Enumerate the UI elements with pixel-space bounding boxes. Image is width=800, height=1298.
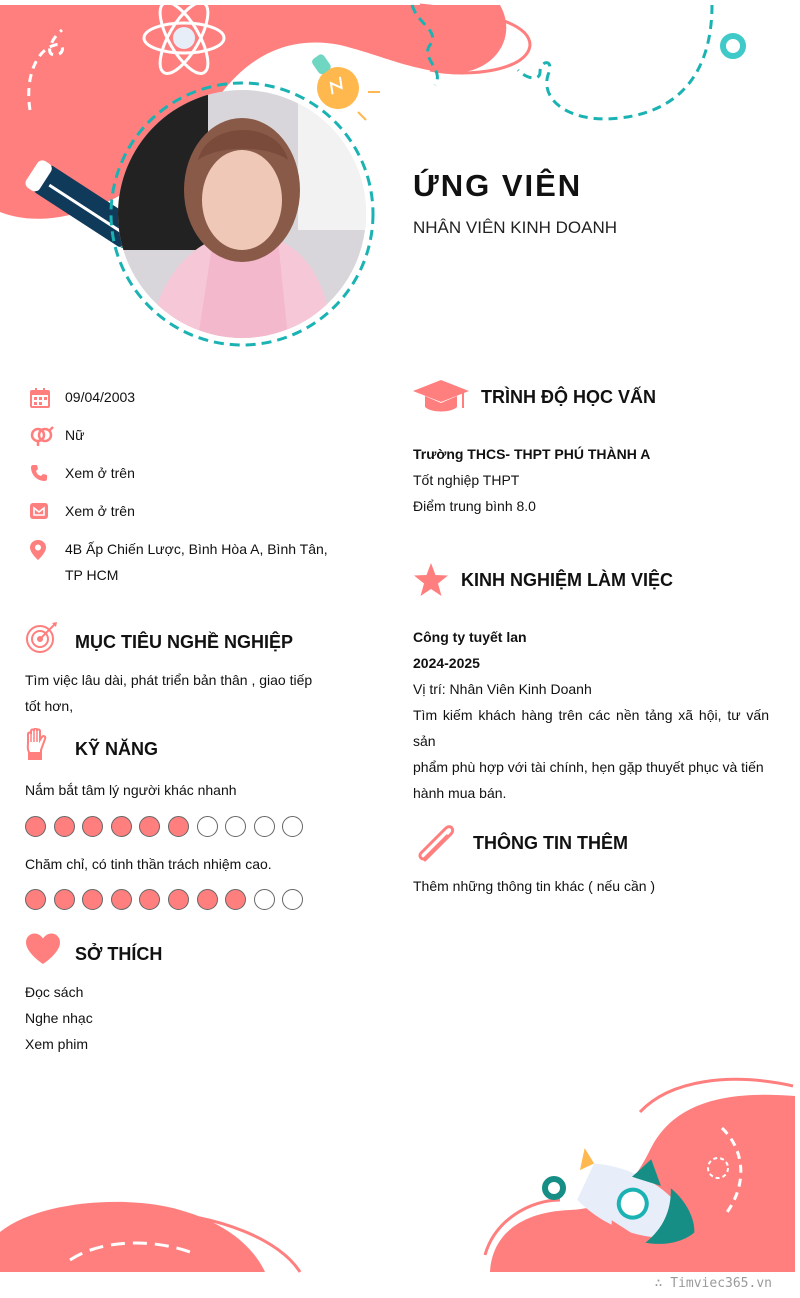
experience-details — [413, 624, 769, 806]
work-desc-2: phẩm phù hợp với tài chính, hẹn gặp thuyết phục và tiến — [413, 759, 764, 775]
experience-title: KINH NGHIỆM LÀM VIỆC — [461, 570, 674, 590]
phone-text: Xem ở trên — [65, 465, 135, 481]
target-icon — [25, 621, 59, 660]
objective-line-1: Tìm việc lâu dài, phát triển bản thân , giao tiếp — [25, 672, 313, 688]
skill-dot-filled — [139, 816, 160, 837]
calendar-icon — [30, 384, 65, 410]
company-name: Công ty tuyết lan — [413, 629, 527, 645]
profile-photo — [118, 90, 366, 338]
degree-text: Tốt nghiệp THPT — [413, 472, 520, 488]
paperclip-icon — [415, 822, 459, 869]
birthday-text: 09/04/2003 — [65, 389, 136, 405]
skill-dot-filled — [225, 889, 246, 910]
skill-dot-filled — [54, 889, 75, 910]
education-title: TRÌNH ĐỘ HỌC VẤN — [481, 387, 656, 407]
planet-ring — [545, 1179, 563, 1197]
skill-dot-filled — [197, 889, 218, 910]
hobby-item: Đọc sách — [25, 984, 84, 1000]
candidate-name: ỨNG VIÊN — [413, 168, 583, 203]
skill-dot-filled — [168, 889, 189, 910]
skill-dot-empty — [254, 889, 275, 910]
skill-dot-filled — [82, 816, 103, 837]
skill-dot-filled — [168, 816, 189, 837]
hobby-item: Xem phim — [25, 1036, 89, 1052]
skill-2-rating — [25, 889, 303, 910]
skill-dot-empty — [282, 889, 303, 910]
address-line-1: 4B Ấp Chiến Lược, Bình Hòa A, Bình Tân, — [65, 541, 328, 557]
watermark: ∴ Timviec365.vn — [654, 1276, 772, 1291]
additional-title: THÔNG TIN THÊM — [473, 833, 628, 853]
teal-ring — [723, 36, 743, 56]
heart-icon — [25, 933, 61, 970]
gpa-text: Điểm trung bình 8.0 — [413, 498, 536, 514]
hobby-item: Nghe nhạc — [25, 1010, 93, 1026]
star-icon — [413, 563, 449, 602]
skill-1-rating — [25, 816, 303, 837]
location-icon — [30, 536, 65, 588]
address-row — [30, 536, 340, 588]
skill-dot-empty — [197, 816, 218, 837]
school-name: Trường THCS- THPT PHÚ THÀNH A — [413, 446, 651, 462]
skill-dot-filled — [111, 816, 132, 837]
gender-row — [30, 422, 340, 448]
email-row — [30, 498, 340, 524]
skill-dot-empty — [225, 816, 246, 837]
work-desc-3: hành mua bán. — [413, 785, 507, 801]
lightbulb-icon — [299, 45, 367, 117]
education-details — [413, 441, 650, 519]
skill-dot-empty — [282, 816, 303, 837]
hand-icon — [25, 728, 47, 765]
email-icon — [30, 498, 65, 524]
work-period: 2024-2025 — [413, 655, 480, 671]
skill-dot-filled — [139, 889, 160, 910]
skill-dot-filled — [25, 816, 46, 837]
skill-dot-filled — [25, 889, 46, 910]
job-position: NHÂN VIÊN KINH DOANH — [413, 218, 618, 237]
gender-icon — [30, 422, 65, 448]
graduation-cap-icon — [413, 380, 469, 419]
additional-text: Thêm những thông tin khác ( nếu cần ) — [413, 878, 656, 894]
gender-text: Nữ — [65, 427, 85, 443]
objective-text — [25, 667, 312, 719]
skill-dot-filled — [54, 816, 75, 837]
birthday-row — [30, 384, 340, 410]
work-role: Vị trí: Nhân Viên Kinh Doanh — [413, 681, 592, 697]
hobbies-list — [25, 979, 93, 1057]
address-line-2: TP HCM — [65, 567, 119, 583]
skill-dot-empty — [254, 816, 275, 837]
objective-title: MỤC TIÊU NGHỀ NGHIỆP — [75, 632, 294, 652]
skill-dot-filled — [82, 889, 103, 910]
skill-dot-filled — [111, 889, 132, 910]
objective-line-2: tốt hơn, — [25, 698, 74, 714]
skill-1-name: Nắm bắt tâm lý người khác nhanh — [25, 782, 237, 798]
hobbies-title: SỞ THÍCH — [75, 944, 163, 964]
phone-row — [30, 460, 340, 486]
bottom-left-blob — [0, 1202, 265, 1272]
skills-title: KỸ NĂNG — [75, 739, 159, 759]
phone-icon — [30, 460, 65, 486]
skill-2-name: Chăm chỉ, có tinh thần trách nhiệm cao. — [25, 856, 272, 872]
work-desc-1: Tìm kiếm khách hàng trên các nền tảng xã hội, tư vấn sản — [413, 707, 769, 749]
email-text: Xem ở trên — [65, 503, 135, 519]
